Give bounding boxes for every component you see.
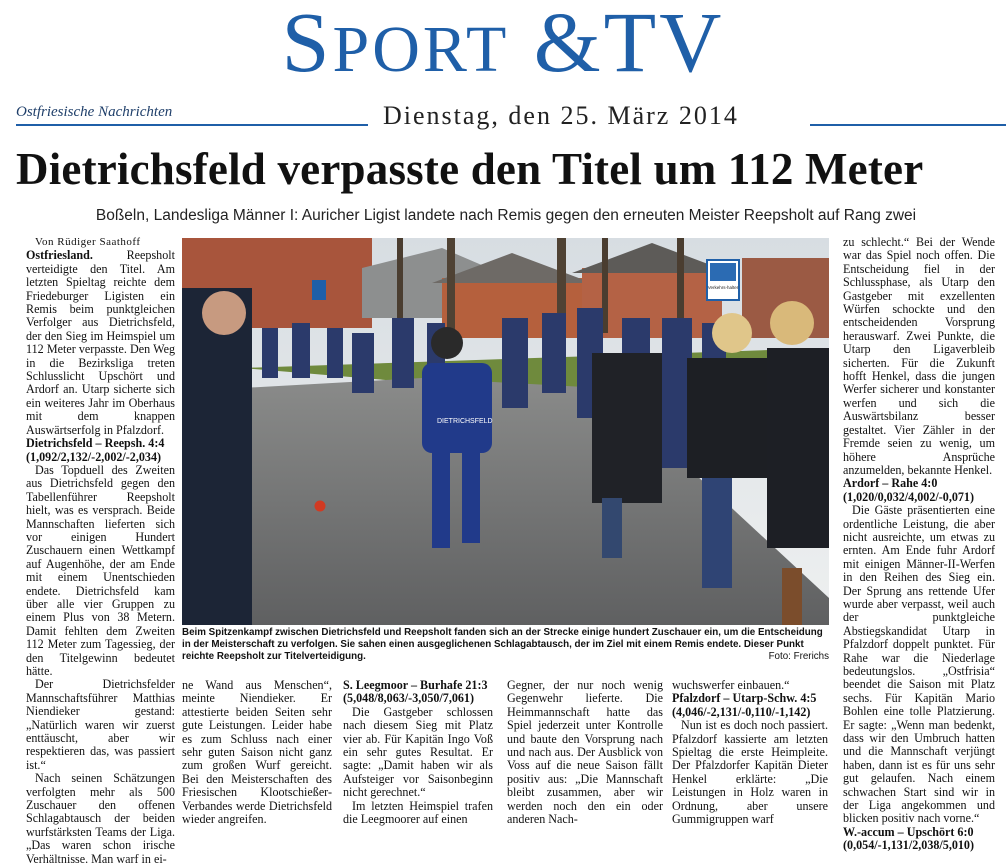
paragraph-text: Pfalzdorf – Utarp-Schw. 4:5 [672, 691, 817, 706]
text-column-1 [26, 236, 175, 866]
section-title: SPORT &TV [281, 0, 725, 90]
paragraph-text: Dietrichsfeld – Reepsh. 4:4 [26, 436, 165, 451]
paragraph [26, 249, 175, 437]
sign-text: Verkehrs-halter [707, 285, 739, 290]
paragraph-text: (4,046/-2,131/-0,110/-1,142) [672, 704, 811, 719]
paragraph-text: Der Dietrichsfelder Mannschaftsführer Matthias Niendieker gestand: „Natürlich waren wir zuerst enttäuscht, aber wir respektieren das, was passiert ist.“ [26, 677, 175, 772]
paragraph [26, 451, 175, 464]
article-subhead: Boßeln, Landesliga Männer I: Auricher Ligist landete nach Remis gegen den erneuten Meister Reepsholt auf Rang zwei [95, 207, 917, 224]
paragraph [343, 692, 493, 705]
dateline: Ostfriesland. [26, 248, 93, 263]
paragraph [26, 678, 175, 772]
paragraph [672, 719, 828, 826]
caption-text: Beim Spitzenkampf zwischen Dietrichsfeld und Reepsholt fanden sich an der Strecke einige hundert Zuschauer ein, um die Entscheidung in der Meisterschaft zu verfolgen. Sie sahen einen ausgeglichenen Schlagabtausch, der im Ziel mit einem Remis endete. Dieser Punkt reichte Reepsholt zur Titelverteidigung. [182, 627, 823, 662]
photo-caption [182, 627, 829, 663]
text-column-5 [672, 679, 828, 826]
paragraph-text: (1,092/2,132/-2,002/-2,034) [26, 449, 162, 464]
text-column-2 [182, 679, 332, 826]
paragraph-text: ne Wand aus Menschen“, meinte Niendieker. Er attestierte beiden Seiten sehr gute Leistungen. Leider habe es zum Schluss nach einer sehr guten Saison nicht ganz zum großen Wurf gereicht. Bei den Meisterschaften des Friesischen Klootschießer-Verbandes werde Dietrichsfeld wieder angreifen. [182, 678, 332, 827]
paragraph-text: Ardorf – Rahe 4:0 [843, 476, 938, 491]
paragraph [843, 826, 995, 839]
paragraph [26, 772, 175, 866]
paragraph-text: (0,054/-1,131/2,038/5,010) [843, 838, 975, 853]
paragraph [343, 679, 493, 692]
paragraph-text: Gegner, der nur noch wenig Gegenwehr lieferte. Die Heimmannschaft hatte das Spiel jederzeit unter Kontrolle und baute den Vorsprung nach und nach aus. Der Ausblick von Voss auf die neue Saison fällt positiv aus: „Die Mannschaft bleibt zusammen, aber wir werden noch den ein oder anderen Nach- [507, 678, 663, 827]
article-photo [182, 238, 829, 625]
paragraph [26, 437, 175, 450]
masthead-rule-left [16, 124, 368, 126]
paragraph [507, 679, 663, 826]
paragraph-text: (1,020/0,032/4,002/-0,071) [843, 489, 975, 504]
paragraph-text: Die Gäste präsentierten eine ordentliche Leistung, die aber nicht ausreichte, um etwas zu ernten. Am Ende fuhr Ardorf mit einigen Männer-II-Werfen in den Reihen des Sieg ein. Der Sprung ans rettende Ufer wurde aber verpasst, weil auch der punktgleiche Abstiegskandidat Utarp in Pfalzdorf doppelt punktet. Für Rahe war die Niederlage bedeutungslos. „Ostfrisia“ beendet die Saison mit Platz sechs. Für Kapitän Mario Bohlen eine tolle Platzierung. Er sagte: „Wenn man bedenkt, dass wir den Umbruch hatten und die Mannschaft verjüngt haben, dann ist es für uns sehr gut gelaufen. Nach einem schwachen Start sind wir in der Liga angekommen und blicken positiv nach vorne.“ [843, 503, 995, 826]
photo-credit: Foto: Frerichs [768, 651, 829, 662]
newspaper-name: Ostfriesische Nachrichten [16, 104, 173, 120]
paragraph [843, 839, 995, 852]
paragraph-text: (5,048/8,063/-3,050/7,061) [343, 691, 475, 706]
masthead-rule-right [810, 124, 1006, 126]
paragraph-text: Die Gastgeber schlossen nach diesem Sieg mit Platz vier ab. Für Kapitän Ingo Voß ein sehr gutes Resultat. Er sagte: „Damit haben wir als Aufsteiger vor Saisonbeginn nicht gerechnet.“ [343, 704, 493, 800]
paragraph-text: wuchswerfer einbauen.“ [672, 678, 790, 692]
paragraph [672, 679, 828, 692]
paragraph-text: S. Leegmoor – Burhafe 21:3 [343, 678, 488, 692]
paragraph [343, 706, 493, 800]
paragraph-text: Im letzten Heimspiel trafen die Leegmoorer auf einen [343, 798, 493, 827]
paragraph-text: zu schlecht.“ Bei der Wende war das Spiel noch offen. Die Entscheidung fiel in der Schlussphase, als Utarp den Gastgeber mit exzellenten Würfen schockte und den entscheidenden Vorsprung herauswarf. Zwei Punkte, die Utarp den Ligaverbleib sicherten. Für die Zukunft hofft Henkel, dass die jungen Werfer sicherer und konstanter werfen und sich die Auswärtsbilanz besser gestaltet. Vier Zähler in der Fremde seien zu wenig, um höhere Ansprüche anzumelden, bekannte Henkel. [843, 235, 995, 477]
paragraph-text: Das Topduell des Zweiten aus Dietrichsfeld gegen den Tabellenführer Reepsholt hielt, was es versprach. Beide Mannschaften lieferten sich vor einigen Hundert Zuschauern einen Wettkampf auf Augenhöhe, der am Ende mit einem Unentschieden endete. Dietrichsfeld kam über alle vier Gruppen zu einem Plus von 38 Metern. Damit fehlten dem Zweiten 112 Meter zum Tagessieg, der den Titelgewinn bedeutet hätte. [26, 462, 175, 678]
paragraph [26, 464, 175, 679]
paragraph [843, 477, 995, 490]
text-column-6 [843, 236, 995, 853]
paragraph [343, 800, 493, 827]
paragraph [843, 236, 995, 477]
paragraph-text: W.-accum – Upschört 6:0 [843, 824, 974, 839]
paragraph [672, 706, 828, 719]
text-column-4 [507, 679, 663, 826]
article-headline: Dietrichsfeld verpasste den Titel um 112 Meter [16, 144, 924, 194]
text-column-3 [343, 679, 493, 826]
paragraph [843, 491, 995, 504]
paragraph-text: Reepsholt verteidigte den Titel. Am letzten Spieltag reichte dem Friedeburger Ligisten ein Remis beim punktgleichen Verfolger aus Dietrichsfeld, der den Sieg im Heimspiel um 112 Meter verpasste. Den Weg in die Bezirksliga treten Schlusslicht Upschört und Ardorf an. Utarp sicherte sich ein weiteres Jahr im Oberhaus mit dem knappen Auswärtserfolg in Pfalzdorf. [26, 248, 175, 437]
paragraph-text: Nach seinen Schätzungen verfolgten mehr als 500 Zuschauer den offenen Schlagabtausch der beiden wurfstärksten Teams der Liga. „Das waren schon irische Verhältnisse. Man warf in ei- [26, 771, 175, 866]
paragraph [843, 504, 995, 826]
masthead [0, 0, 1006, 100]
paragraph [182, 679, 332, 826]
paragraph [672, 692, 828, 705]
shirt-lettering: DIETRICHSFELD [437, 418, 493, 425]
issue-date: Dienstag, den 25. März 2014 [383, 101, 739, 130]
byline: Von Rüdiger Saathoff [35, 236, 141, 248]
paragraph-text: Nun ist es doch noch passiert. Pfalzdorf kassierte am letzten Spieltag die erste Heimpleite. Der Pfalzdorfer Kapitän Dieter Henkel erklärte: „Die Leistungen in Holz waren in Ordnung, aber unsere Gummigruppen warf [672, 718, 828, 827]
